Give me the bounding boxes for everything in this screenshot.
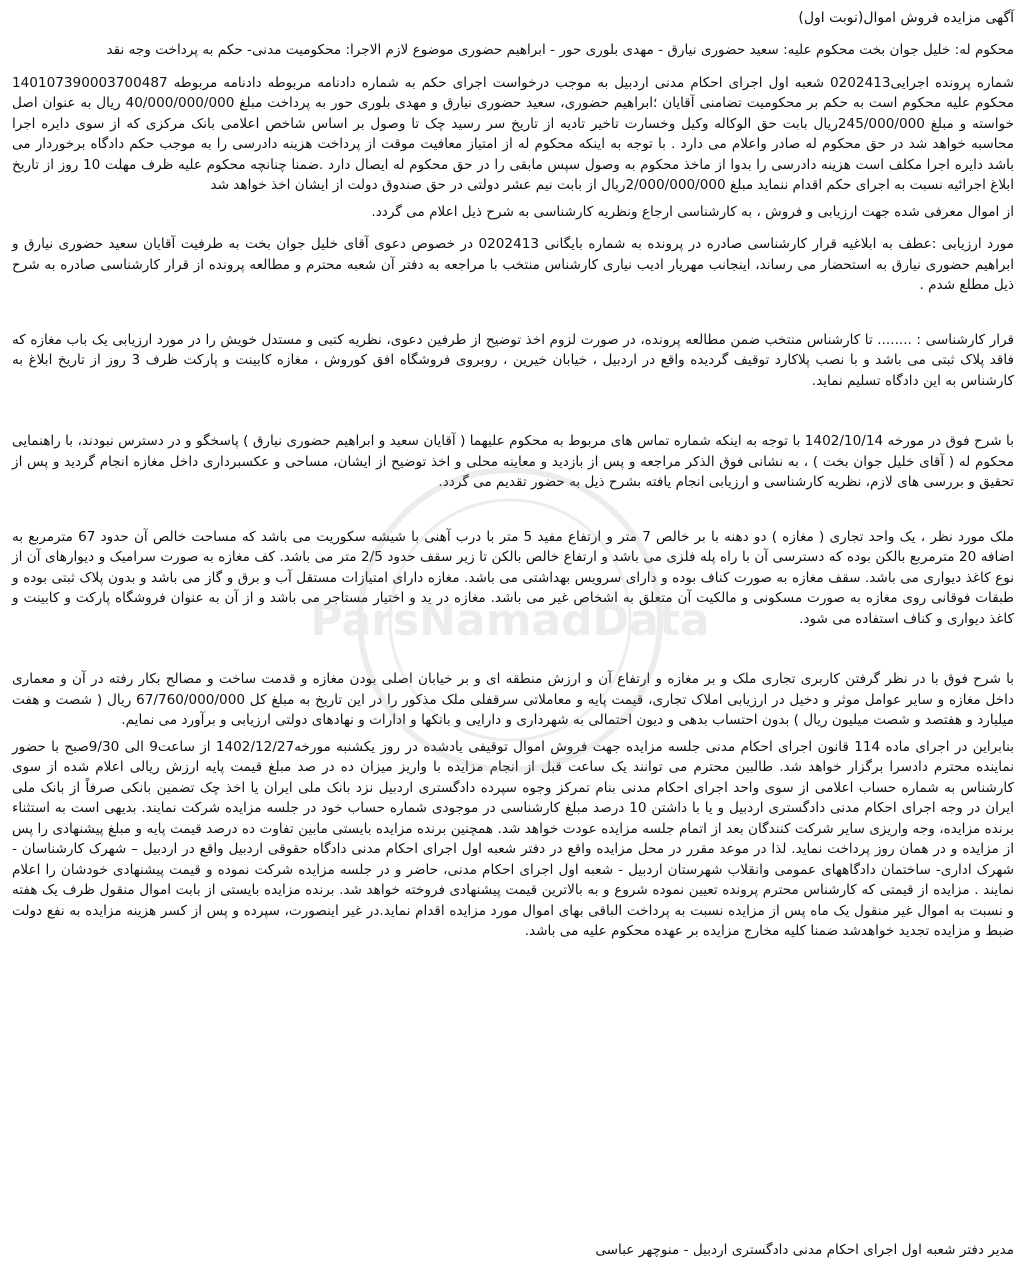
- notice-title: آگهی مزایده فروش اموال(نوبت اول): [798, 10, 1014, 26]
- signature-line: مدیر دفتر شعبه اول اجرای احکام مدنی دادگستری اردبیل - منوچهر عباسی: [595, 1242, 1014, 1258]
- valuation-paragraph: با شرح فوق با در نظر گرفتن کاربری تجاری ملک و بر مغازه و ارتفاع آن و ارزش منطقه ای و بر خیابان اصلی بودن مغازه و قدمت ساخت و مصالح بکار رفته در آن و معماری داخل مغازه و سایر عوامل موثر و دخیل در ارزیابی املاک تجاری، قیمت پایه و معاملاتی سرقفلی ملک مذکور را در این تاریخ به مبلغ کل 67/760/000/000 ریال ( شصت و هفت میلیارد و هفتصد و شصت میلیون ریال ) بدون احتساب بدهی و دیون احتمالی به شهرداری و دارایی و بانکها و ادارات و نهادهای دولتی ارزیابی و برآورد می نمایم.: [12, 671, 1015, 728]
- inspection-paragraph: با شرح فوق در مورخه 1402/10/14 با توجه به اینکه شماره تماس های مربوط به محکوم علیهما ( آقایان سعید و ابراهیم حضوری نیارق ) پاسخگو و در دسترس نبودند، با راهنمایی محکوم له ( آقای خلیل جوان بخت ) ، به نشانی فوق الذکر مراجعه و پس از بازدید و معاینه محلی و اخذ توضیح از ایشان، مساحی و عکسبرداری داخل مغازه انجام گردید و پس از تحقیق و بررسی های لازم، نظریه کارشناسی و ارزیابی انجام یافته بشرح ذیل به حضور تقدیم می گردد.: [12, 433, 1014, 490]
- expert-order-paragraph: قرار کارشناسی : ........ تا کارشناس منتخب ضمن مطالعه پرونده، در صورت لزوم اخذ توضیح از طرفین دعوی، نظریه کتبی و مستدل خویش را در مورد ارزیابی یک باب مغازه که فاقد پلاک ثبتی می باشد و با نصب پلاکارد توقیف گردیده واقع در اردبیل ، خیابان خیرین ، روبروی فروشگاه افق کوروش ، مغازه کابینت و پارکت ظرف 3 روز از تاریخ ابلاغ به کارشناس به این دادگاه تسلیم نماید.: [12, 331, 1015, 389]
- watermark-brand-text: ParsNamadData: [310, 595, 710, 646]
- evaluation-subject-paragraph: مورد ارزیابی :عطف به ابلاغیه قرار کارشناسی صادره در پرونده به شماره بایگانی 0202413 در خصوص دعوی آقای خلیل جوان بخت به طرفیت آقایان سعید حضوری نیارق و ابراهیم حضوری نیارق به استحضار می رساند، اینجانب مهریار ادیب نیاری کارشناس منتخب با مراجعه به دفتر آن شعبه محترم و مطالعه پرونده از قرار کارشناسی صادره به شرح ذیل مطلع شدم .: [12, 236, 1014, 293]
- assets-intro-paragraph: از اموال معرفی شده جهت ارزیابی و فروش ، به کارشناسی ارجاع ونظریه کارشناسی به شرح ذیل اعلام می گردد.: [371, 203, 1014, 220]
- parties-paragraph: محکوم له: خلیل جوان بخت محکوم علیه: سعید حضوری نیارق - مهدی بلوری حور - ابراهیم حضوری موضوع لازم الاجرا: محکومیت مدنی- حکم به پرداخت وجه نقد: [106, 42, 1014, 58]
- auction-terms-paragraph: بنابراین در اجرای ماده 114 قانون اجرای احکام مدنی جلسه مزایده جهت فروش اموال توقیفی یادشده در روز یکشنبه مورخه1402/12/27 از ساعت9 الی 9/30صبح با حضور نماینده محترم دادسرا برگزار خواهد شد. طالبین محترم می توانند یک ساعت قبل از انجام مزایده با واریز میزان ده در صد مبلغ قیمت پایه ارزش ریالی اعلام شده از سوی کارشناس به شماره حساب اعلامی از سوی واحد اجرای احکام مدنی بنام تمرکز وجوه سپرده دادگستری اردبیل نزد بانک ملی ایران یا اخذ چک تضمین بانکی صرفاً از بانک ملی ایران در وجه اجرای احکام مدنی دادگستری اردبیل و یا با داشتن 10 درصد مبلغ کارشناسی در موجودی شماره حساب خود در جلسه مزایده شرکت نمایند. بدیهی است به استثناء برنده مزایده، وجه واریزی سایر شرکت کنندگان بعد از اتمام جلسه مزایده عودت خواهد شد. همچنین برنده مزایده بایستی مابین تفاوت ده درصد قیمت پایه و مبلغ پیشنهادی را پس از مزایده و در همان روز پرداخت نماید. لذا در موعد مقرر در محل مزایده واقع در دفتر شعبه اول اجرای احکام مدنی دادگاه حقوقی اردبیل واقع در اردبیل – شهرک کارشناسان - شهرک اداری- ساختمان دادگاههای عمومی وانقلاب شهرستان اردبیل - شعبه اول اجرای احکام مدنی، حاضر و در جلسه مزایده شرکت نموده و قیمت پیشنهادی خودشان را اعلام نمایند . مزایده از قیمتی که کارشناس محترم پرونده تعیین نموده شروع و به بالاترین قیمت پیشنهادی فروخته خواهد شد. برنده مزایده بایستی از بابت اموال منقول ظرف یک هفته و نسبت به اموال غیر منقول یک ماه پس از مزایده نسبت به پرداخت الباقی بهای اموال مورد مزایده اقدام نماید.در غیر اینصورت، سپرده و پس از کسر هزینه مزایده به نفع دولت ضبط و مزایده تجدید خواهدشد ضمنا کلیه مخارج مزایده بر عهده محکوم علیه می باشد.: [12, 738, 1014, 939]
- property-description-paragraph: ملک مورد نظر ، یک واحد تجاری ( مغازه ) دو دهنه با بر خالص 7 متر و ارتفاع مفید 5 متر با درب آهنی با شیشه سکوریت می باشد که مساحت خالص آن حدود 67 مترمربع به اضافه 20 مترمربع بالکن بوده که دسترسی آن با راه پله فلزی می باشد و ارتفاع خالص بالکن تا زیر سقف حدود 2/5 متر می باشد. کف مغازه به صورت سرامیک و دیوارهای آن از نوع کاغذ دیواری می باشد. سقف مغازه به صورت کناف بوده و دارای سرویس بهداشتی می باشد. مغازه دارای امتیازات مستقل آب و برق و گاز می باشد و بدون پلاک ثبتی بوده و طبقات فوقانی روی مغازه به صورت مسکونی و مالکیت آن متعلق به اشخاص غیر می باشد. مغازه در ید و اختیار مستاجر می باشد و از آن به عنوان فروشگاه پارکت و کابینت و کاغذ دیواری و کناف استفاده می شود.: [12, 528, 1014, 627]
- case-paragraph: شماره پرونده اجرایی0202413 شعبه اول اجرای احکام مدنی اردبیل به موجب درخواست اجرای حکم به شماره دادنامه مربوطه دادنامه مربوطه 140107390003700487 محکوم علیه محکوم است به حکم بر محکومیت تضامنی آقایان ؛ابراهیم حضوری، سعید حضوری نیارق و مهدی بلوری حور به پرداخت مبلغ 40/000/000/000 ریال به عنوان اصل خواسته و مبلغ 245/000/000ریال بابت حق الوکاله وکیل وخسارت تاخیر تادیه از تاریخ سر رسید چک تا وصول بر اساس شاخص اعلامی بانک مرکزی که از سوی دایره اجرا محاسبه خواهد شد در حق محکوم له صادر واعلام می دارد . با توجه به اینکه محکوم له از امتیاز معافیت موقت از پرداخت هزینه دادرسی را به موجب حکم دادگاه برخوردار می باشد دایره اجرا مکلف است هزینه دادرسی را بدوا از ماخذ محکوم به وصول سپس مابقی را در حق محکوم له ایصال دارد .ضمنا چنانچه محکوم علیه ظرف مهلت 10 روز از تاریخ ابلاغ اجرائیه نسبت به اجرای حکم اقدام ننماید مبلغ 2/000/000/000ریال از بابت نیم عشر دولتی در حق صندوق دولت از ایشان اخذ خواهد شد: [12, 74, 1015, 193]
